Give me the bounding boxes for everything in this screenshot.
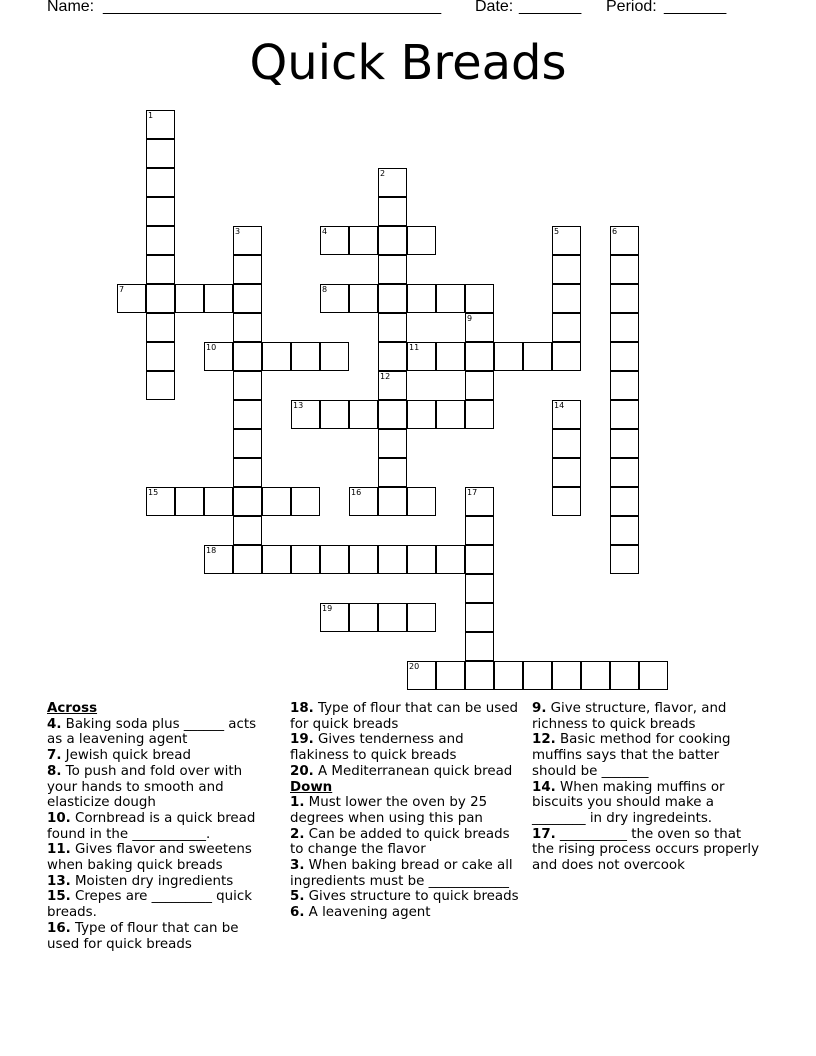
grid-cell[interactable] xyxy=(610,516,639,545)
grid-cell[interactable] xyxy=(407,400,436,429)
grid-cell[interactable] xyxy=(407,342,436,371)
down-clue xyxy=(290,905,520,921)
grid-cell[interactable] xyxy=(610,429,639,458)
name-blank[interactable]: ______________________________________ xyxy=(103,0,442,15)
clues-column-1 xyxy=(47,701,272,952)
grid-cell[interactable] xyxy=(465,371,494,400)
grid-cell[interactable] xyxy=(610,487,639,516)
clue-text: To push and fold over with your hands to smooth and elasticize dough xyxy=(47,763,243,811)
clue-text: Moisten dry ingredients xyxy=(70,873,234,889)
grid-cell[interactable] xyxy=(262,487,291,516)
period-label: Period: xyxy=(606,0,657,15)
grid-cell[interactable] xyxy=(262,545,291,574)
clue-number: 8 xyxy=(322,285,328,294)
clue-number-label: 15. xyxy=(47,889,71,905)
grid-cell[interactable] xyxy=(581,661,610,690)
clues-column-3 xyxy=(532,701,764,874)
grid-cell[interactable] xyxy=(349,603,378,632)
grid-cell[interactable] xyxy=(146,342,175,371)
clue-text: A Mediterranean quick bread xyxy=(313,763,513,779)
clue-number: 2 xyxy=(380,169,386,178)
clue-number: 19 xyxy=(322,604,333,613)
grid-cell[interactable] xyxy=(465,603,494,632)
down-clue xyxy=(290,858,520,889)
grid-cell[interactable] xyxy=(407,226,436,255)
grid-cell[interactable] xyxy=(610,458,639,487)
grid-cell[interactable] xyxy=(552,255,581,284)
grid-cell[interactable] xyxy=(146,110,175,139)
grid-cell[interactable] xyxy=(494,342,523,371)
grid-cell[interactable] xyxy=(436,545,465,574)
clue-number: 13 xyxy=(293,401,304,410)
clue-number: 9 xyxy=(467,314,473,323)
grid-cell[interactable] xyxy=(610,313,639,342)
grid-cell[interactable] xyxy=(204,284,233,313)
clue-number: 14 xyxy=(554,401,565,410)
clue-text: Must lower the oven by 25 degrees when using this pan xyxy=(290,795,488,826)
grid-cell[interactable] xyxy=(465,661,494,690)
clue-number-label: 16. xyxy=(47,920,71,936)
grid-cell[interactable] xyxy=(465,545,494,574)
grid-cell[interactable] xyxy=(349,400,378,429)
grid-cell[interactable] xyxy=(465,313,494,342)
clues-column-2 xyxy=(290,701,520,921)
grid-cell[interactable] xyxy=(552,661,581,690)
grid-cell[interactable] xyxy=(291,487,320,516)
across-clue xyxy=(47,764,272,811)
down-clue xyxy=(532,827,764,874)
clue-number-label: 18. xyxy=(290,701,314,716)
grid-cell[interactable] xyxy=(610,342,639,371)
grid-cell[interactable] xyxy=(262,342,291,371)
clue-number-label: 12. xyxy=(532,732,556,748)
clue-number-label: 9. xyxy=(532,701,547,716)
grid-cell[interactable] xyxy=(204,545,233,574)
grid-cell[interactable] xyxy=(610,545,639,574)
grid-cell[interactable] xyxy=(465,516,494,545)
grid-cell[interactable] xyxy=(349,226,378,255)
grid-cell[interactable] xyxy=(378,429,407,458)
clue-number-label: 20. xyxy=(290,763,314,779)
grid-cell[interactable] xyxy=(436,284,465,313)
grid-cell[interactable] xyxy=(407,284,436,313)
across-clue xyxy=(47,748,272,764)
grid-cell[interactable] xyxy=(378,313,407,342)
grid-cell[interactable] xyxy=(552,458,581,487)
grid-cell[interactable] xyxy=(320,545,349,574)
clue-text: Give structure, flavor, and richness to quick breads xyxy=(532,701,727,732)
grid-cell[interactable] xyxy=(233,371,262,400)
grid-cell[interactable] xyxy=(146,371,175,400)
clue-number-label: 5. xyxy=(290,889,305,905)
grid-cell[interactable] xyxy=(610,371,639,400)
clue-text: __________ the oven so that the rising process occurs properly and does not overcook xyxy=(532,826,760,874)
across-clues-list xyxy=(47,717,272,953)
clue-text: A leavening agent xyxy=(304,905,431,921)
grid-cell[interactable] xyxy=(233,226,262,255)
grid-cell[interactable] xyxy=(610,255,639,284)
date-blank[interactable]: _______ xyxy=(519,0,582,15)
grid-cell[interactable] xyxy=(610,661,639,690)
across-clue xyxy=(47,811,272,842)
clue-number-label: 2. xyxy=(290,826,305,842)
clue-number-label: 6. xyxy=(290,905,305,921)
across-clue xyxy=(290,764,520,780)
grid-cell[interactable] xyxy=(378,400,407,429)
clue-number: 20 xyxy=(409,662,420,671)
grid-cell[interactable] xyxy=(146,487,175,516)
grid-cell[interactable] xyxy=(291,545,320,574)
grid-cell[interactable] xyxy=(407,487,436,516)
grid-cell[interactable] xyxy=(465,342,494,371)
across-heading: Across xyxy=(47,701,98,716)
grid-cell[interactable] xyxy=(378,255,407,284)
grid-cell[interactable] xyxy=(349,545,378,574)
grid-cell[interactable] xyxy=(320,284,349,313)
clue-number-label: 1. xyxy=(290,795,305,811)
grid-cell[interactable] xyxy=(146,313,175,342)
clue-text: When making muffins or biscuits you should make a ________ in dry ingredeints. xyxy=(532,779,725,826)
grid-cell[interactable] xyxy=(610,226,639,255)
grid-cell[interactable] xyxy=(175,284,204,313)
grid-cell[interactable] xyxy=(552,284,581,313)
clue-number: 17 xyxy=(467,488,478,497)
clue-number: 6 xyxy=(612,227,618,236)
clue-text: Type of flour that can be used for quick breads xyxy=(47,920,239,952)
grid-cell[interactable] xyxy=(146,284,175,313)
date-label: Date: xyxy=(475,0,514,15)
grid-cell[interactable] xyxy=(378,487,407,516)
grid-cell[interactable] xyxy=(175,487,204,516)
grid-cell[interactable] xyxy=(523,342,552,371)
grid-cell[interactable] xyxy=(146,168,175,197)
grid-cell[interactable] xyxy=(407,661,436,690)
grid-cell[interactable] xyxy=(349,487,378,516)
clue-text: Gives structure to quick breads xyxy=(304,889,519,905)
clue-number: 1 xyxy=(148,111,154,120)
grid-cell[interactable] xyxy=(552,487,581,516)
grid-cell[interactable] xyxy=(610,400,639,429)
grid-cell[interactable] xyxy=(552,313,581,342)
grid-cell[interactable] xyxy=(436,400,465,429)
clue-number-label: 7. xyxy=(47,748,62,764)
down-clues-list-continued xyxy=(532,701,764,874)
across-clues-list-continued xyxy=(290,701,520,780)
clue-text: Type of flour that can be used for quick breads xyxy=(290,701,518,732)
period-blank[interactable]: _______ xyxy=(664,0,727,15)
clue-number: 18 xyxy=(206,546,217,555)
grid-cell[interactable] xyxy=(204,342,233,371)
grid-cell[interactable] xyxy=(320,342,349,371)
clue-number: 15 xyxy=(148,488,159,497)
grid-cell[interactable] xyxy=(436,661,465,690)
down-clue xyxy=(532,780,764,827)
clue-number: 3 xyxy=(235,227,241,236)
grid-cell[interactable] xyxy=(465,574,494,603)
grid-cell[interactable] xyxy=(291,342,320,371)
clue-number-label: 14. xyxy=(532,779,556,795)
grid-cell[interactable] xyxy=(378,603,407,632)
grid-cell[interactable] xyxy=(204,487,233,516)
grid-cell[interactable] xyxy=(320,400,349,429)
grid-cell[interactable] xyxy=(233,400,262,429)
grid-cell[interactable] xyxy=(146,226,175,255)
clue-number: 7 xyxy=(119,285,125,294)
down-heading: Down xyxy=(290,779,333,795)
clue-number-label: 13. xyxy=(47,873,71,889)
clue-number-label: 11. xyxy=(47,842,71,858)
grid-cell[interactable] xyxy=(233,342,262,371)
grid-cell[interactable] xyxy=(465,284,494,313)
grid-cell[interactable] xyxy=(117,284,146,313)
clue-text: Baking soda plus ______ acts as a leavening agent xyxy=(47,716,257,748)
grid-cell[interactable] xyxy=(349,284,378,313)
clue-number: 16 xyxy=(351,488,362,497)
grid-cell[interactable] xyxy=(552,429,581,458)
clue-text: Cornbread is a quick bread found in the ___________. xyxy=(47,810,256,842)
grid-cell[interactable] xyxy=(494,661,523,690)
clue-number: 10 xyxy=(206,343,217,352)
grid-cell[interactable] xyxy=(639,661,668,690)
grid-cell[interactable] xyxy=(146,255,175,284)
down-clues-list xyxy=(290,795,520,921)
name-label: Name: xyxy=(47,0,95,15)
grid-cell[interactable] xyxy=(233,458,262,487)
grid-cell[interactable] xyxy=(378,342,407,371)
across-clue xyxy=(47,874,272,890)
clue-text: Can be added to quick breads to change the flavor xyxy=(290,826,510,858)
grid-cell[interactable] xyxy=(233,487,262,516)
grid-cell[interactable] xyxy=(378,545,407,574)
clue-number: 12 xyxy=(380,372,391,381)
clue-number-label: 4. xyxy=(47,716,62,732)
grid-cell[interactable] xyxy=(320,603,349,632)
clue-number: 5 xyxy=(554,227,560,236)
across-clue xyxy=(47,921,272,952)
grid-cell[interactable] xyxy=(378,197,407,226)
clue-number-label: 19. xyxy=(290,732,314,748)
across-clue xyxy=(290,732,520,763)
grid-cell[interactable] xyxy=(233,313,262,342)
grid-cell[interactable] xyxy=(552,226,581,255)
grid-cell[interactable] xyxy=(320,226,349,255)
clue-number-label: 17. xyxy=(532,826,556,842)
grid-cell[interactable] xyxy=(233,284,262,313)
grid-cell[interactable] xyxy=(436,342,465,371)
clue-number-label: 10. xyxy=(47,810,71,826)
clue-text: Jewish quick bread xyxy=(61,748,191,764)
clue-text: Basic method for cooking muffins says that the batter should be _______ xyxy=(532,732,731,779)
clue-number-label: 3. xyxy=(290,858,305,874)
grid-cell[interactable] xyxy=(407,603,436,632)
grid-cell[interactable] xyxy=(407,545,436,574)
across-clue xyxy=(290,701,520,732)
clue-number: 4 xyxy=(322,227,328,236)
clue-text: Crepes are _________ quick breads. xyxy=(47,889,253,921)
grid-cell[interactable] xyxy=(146,197,175,226)
grid-cell[interactable] xyxy=(233,516,262,545)
clue-text: Gives tenderness and flakiness to quick breads xyxy=(290,732,464,764)
down-clue xyxy=(290,889,520,905)
grid-cell[interactable] xyxy=(465,400,494,429)
grid-cell[interactable] xyxy=(146,139,175,168)
grid-cell[interactable] xyxy=(378,458,407,487)
grid-cell[interactable] xyxy=(291,400,320,429)
grid-cell[interactable] xyxy=(552,400,581,429)
grid-cell[interactable] xyxy=(378,284,407,313)
across-clue xyxy=(47,842,272,873)
across-clue xyxy=(47,717,272,748)
down-clue xyxy=(532,701,764,732)
clue-number: 11 xyxy=(409,343,420,352)
clue-text: Gives flavor and sweetens when baking quick breads xyxy=(47,842,252,874)
clue-number-label: 8. xyxy=(47,763,62,779)
grid-cell[interactable] xyxy=(465,487,494,516)
clue-text: When baking bread or cake all ingredients must be ____________ xyxy=(290,858,513,889)
page-title: Quick Breads xyxy=(249,35,567,91)
grid-cell[interactable] xyxy=(523,661,552,690)
down-clue xyxy=(290,827,520,858)
grid-cell[interactable] xyxy=(233,255,262,284)
grid-cell[interactable] xyxy=(233,545,262,574)
grid-cell[interactable] xyxy=(552,342,581,371)
grid-cell[interactable] xyxy=(465,632,494,661)
grid-cell[interactable] xyxy=(378,226,407,255)
down-clue xyxy=(532,732,764,779)
grid-cell[interactable] xyxy=(378,371,407,400)
across-clue xyxy=(47,889,272,920)
grid-cell[interactable] xyxy=(610,284,639,313)
grid-cell[interactable] xyxy=(233,429,262,458)
grid-cell[interactable] xyxy=(378,168,407,197)
down-clue xyxy=(290,795,520,826)
